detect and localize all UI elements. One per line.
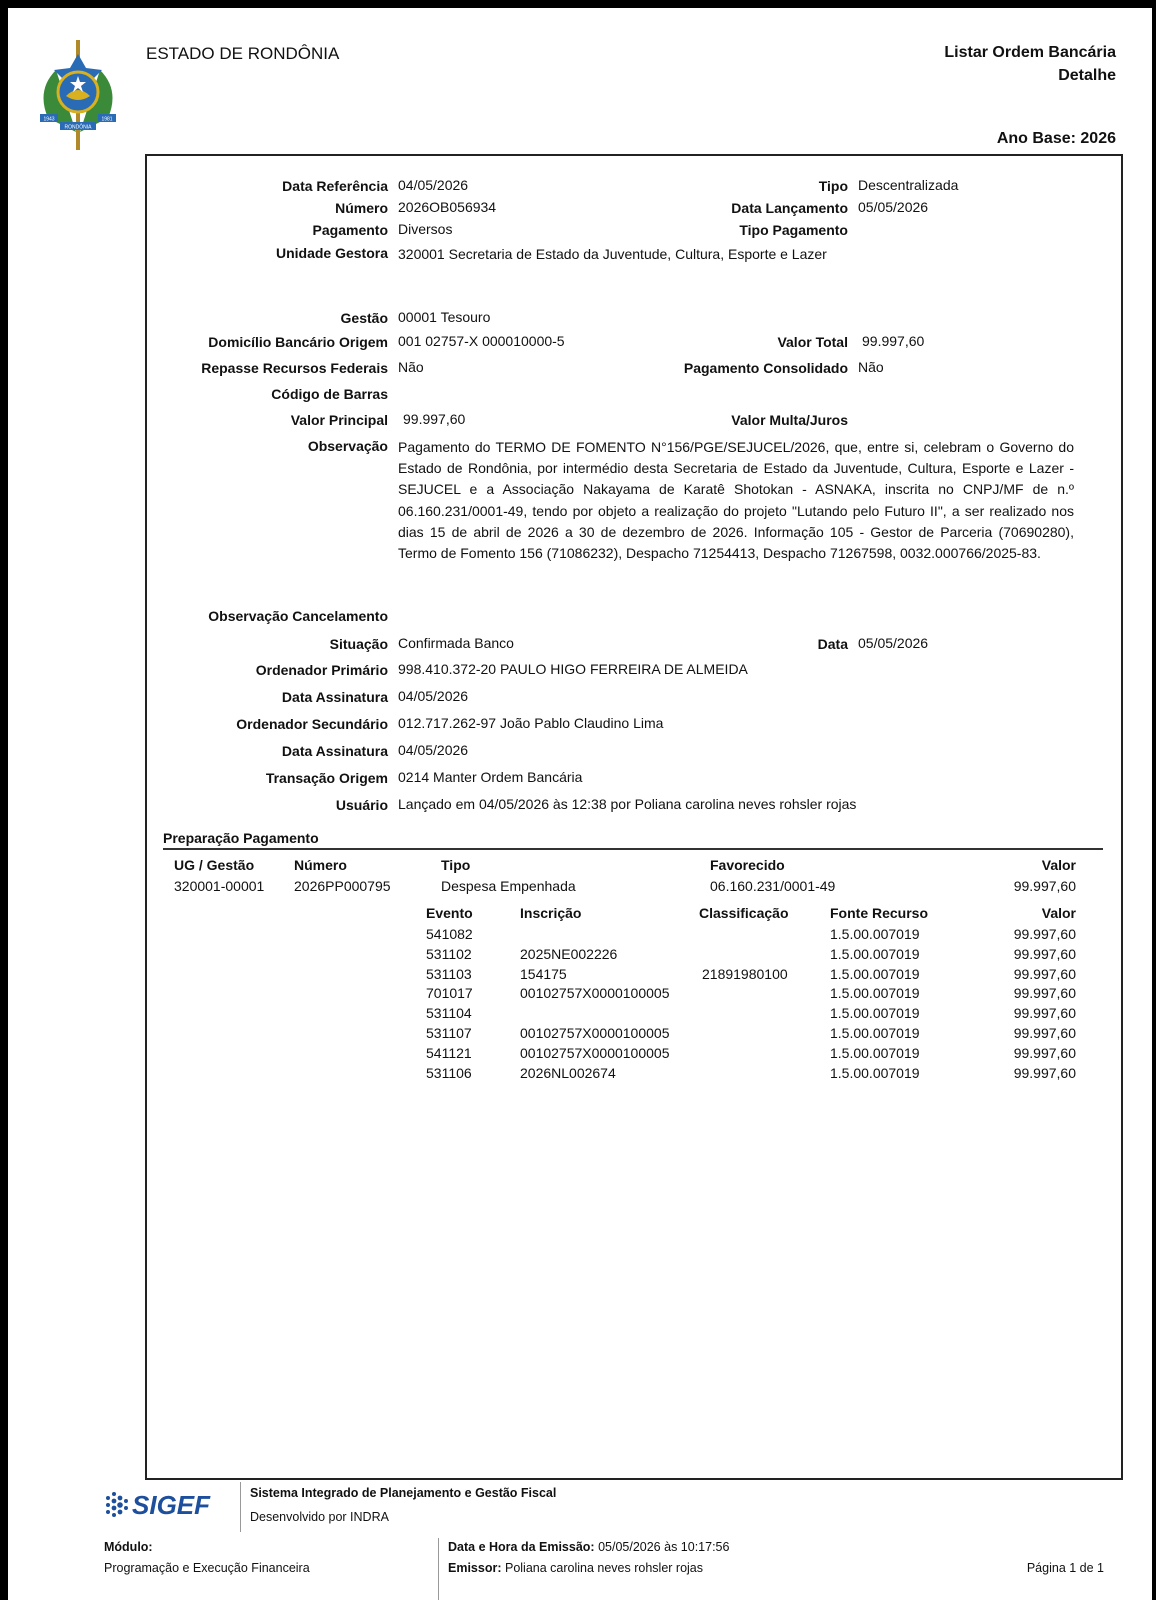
row-ug: 320001-00001 xyxy=(174,878,265,894)
event-inscricao: 2026NL002674 xyxy=(520,1064,616,1081)
label-repasse: Repasse Recursos Federais xyxy=(201,360,388,376)
subheader-inscricao: Inscrição xyxy=(520,905,582,921)
label-data-lancamento: Data Lançamento xyxy=(731,200,848,216)
header-numero: Número xyxy=(294,857,347,873)
label-valor-principal: Valor Principal xyxy=(290,412,388,428)
event-valor: 99.997,60 xyxy=(1013,1025,1076,1041)
label-domicilio: Domicílio Bancário Origem xyxy=(208,334,388,350)
event-evento: 701017 xyxy=(426,985,473,1002)
svg-text:1943: 1943 xyxy=(43,116,55,123)
value-repasse: Não xyxy=(398,359,424,375)
value-transacao-origem: 0214 Manter Ordem Bancária xyxy=(398,769,583,785)
value-data: 05/05/2026 xyxy=(858,635,929,651)
label-data-assinatura-1: Data Assinatura xyxy=(281,689,388,705)
footer-developer: Desenvolvido por INDRA xyxy=(250,1510,389,1524)
label-pagamento-consolidado: Pagamento Consolidado xyxy=(683,360,848,376)
event-valor: 99.997,60 xyxy=(1013,926,1076,942)
event-evento: 531107 xyxy=(426,1025,472,1041)
header-ug: UG / Gestão xyxy=(174,857,255,873)
value-valor-total: 99.997,60 xyxy=(862,333,925,349)
value-tipo: Descentralizada xyxy=(858,177,959,193)
value-gestao: 00001 Tesouro xyxy=(398,309,491,325)
svg-text:SIGEF: SIGEF xyxy=(132,1490,211,1520)
value-data-assinatura-1: 04/05/2026 xyxy=(398,688,469,704)
footer-divider xyxy=(240,1482,241,1532)
event-evento: 541082 xyxy=(426,926,473,942)
event-valor: 99.997,60 xyxy=(1013,1064,1076,1081)
value-data-lancamento: 05/05/2026 xyxy=(858,199,929,215)
event-evento: 531104 xyxy=(426,1005,472,1022)
document-page xyxy=(8,8,1152,1600)
event-valor: 99.997,60 xyxy=(1013,945,1076,962)
event-fonte: 1.5.00.007019 xyxy=(830,985,920,1002)
row-favorecido: 06.160.231/0001-49 xyxy=(710,878,836,894)
subheader-classificacao: Classificação xyxy=(699,905,789,921)
label-valor-total: Valor Total xyxy=(777,334,848,350)
value-situacao: Confirmada Banco xyxy=(398,635,514,651)
subheader-valor: Valor xyxy=(1041,905,1076,921)
label-situacao: Situação xyxy=(329,636,388,652)
subheader-evento: Evento xyxy=(426,905,473,921)
event-fonte: 1.5.00.007019 xyxy=(830,926,920,942)
svg-text:1981: 1981 xyxy=(101,116,113,123)
event-evento: 531103 xyxy=(426,965,472,982)
event-valor: 99.997,60 xyxy=(1013,1005,1076,1022)
state-name: ESTADO DE RONDÔNIA xyxy=(146,44,340,63)
event-inscricao: 00102757X0000100005 xyxy=(520,1025,670,1041)
state-seal-icon xyxy=(36,40,120,152)
header-valor: Valor xyxy=(1041,857,1076,873)
event-inscricao: 2025NE002226 xyxy=(520,945,618,962)
footer-modulo-value: Programação e Execução Financeira xyxy=(104,1561,310,1575)
event-fonte: 1.5.00.007019 xyxy=(830,965,920,982)
value-domicilio: 001 02757-X 000010000-5 xyxy=(398,333,565,349)
value-pagamento: Diversos xyxy=(398,221,453,237)
event-fonte: 1.5.00.007019 xyxy=(830,1064,920,1081)
value-unidade-gestora: 320001 Secretaria de Estado da Juventude, Cultura, Esporte e Lazer xyxy=(398,246,827,262)
footer-emissao-label: Data e Hora da Emissão: xyxy=(448,1540,595,1554)
label-ordenador-primario: Ordenador Primário xyxy=(255,662,388,678)
footer-emissor-value: Poliana carolina neves rohsler rojas xyxy=(504,1561,704,1575)
event-fonte: 1.5.00.007019 xyxy=(830,1044,920,1061)
event-evento: 541121 xyxy=(426,1044,472,1061)
label-usuario: Usuário xyxy=(335,797,388,813)
section-rule xyxy=(163,848,1103,850)
value-observacao: Pagamento do TERMO DE FOMENTO N°156/PGE/SEJUCEL/2026, que, entre si, celebram o Governo do Estado de Rondônia, por intermédio desta Secretaria de Estado da Juventude, Cultura, Esporte e Lazer - SEJUCEL e a Associação Nakayama de Karatê Shotokan - ASNAKA, inscrita no CNPJ/MF de n.º 06.160.231/0001-49, tendo por objeto a realização do projeto "Lutando pelo Futuro II", a ser realizado nos dias 15 de abril de 2026 a 30 de dezembro de 2026. Informação 105 - Gestor de Parceria (70690280), Termo de Fomento 156 (71086232), Despacho 71254413, Despacho 71267598, 0032.000766/2025-83. xyxy=(398,439,1074,562)
value-ordenador-primario: 998.410.372-20 PAULO HIGO FERREIRA DE ALMEIDA xyxy=(398,661,748,677)
label-data-assinatura-2: Data Assinatura xyxy=(281,743,388,759)
event-valor: 99.997,60 xyxy=(1013,1044,1076,1061)
report-title: Listar Ordem Bancária xyxy=(944,44,1116,61)
event-evento: 531106 xyxy=(426,1064,472,1081)
event-inscricao: 154175 xyxy=(520,965,567,982)
value-ordenador-secundario: 012.717.262-97 João Pablo Claudino Lima xyxy=(398,715,664,731)
footer-system-name: Sistema Integrado de Planejamento e Gestão Fiscal xyxy=(250,1486,557,1500)
row-tipo: Despesa Empenhada xyxy=(441,878,576,894)
event-classificacao: 21891980100 xyxy=(702,965,788,982)
label-data: Data xyxy=(817,636,848,652)
event-fonte: 1.5.00.007019 xyxy=(830,1025,920,1041)
header-tipo: Tipo xyxy=(441,857,471,873)
event-valor: 99.997,60 xyxy=(1013,965,1076,982)
report-subtitle: Detalhe xyxy=(1058,67,1116,84)
label-codigo-barras: Código de Barras xyxy=(271,386,388,402)
label-tipo: Tipo xyxy=(818,178,848,194)
label-data-referencia: Data Referência xyxy=(282,178,388,194)
label-ordenador-secundario: Ordenador Secundário xyxy=(236,716,388,732)
event-fonte: 1.5.00.007019 xyxy=(830,1005,920,1022)
footer-page-number: Página 1 de 1 xyxy=(1026,1561,1104,1575)
footer-divider-2 xyxy=(438,1538,439,1600)
detail-box xyxy=(145,154,1123,1480)
footer-emissor xyxy=(448,1561,703,1575)
footer-emissao-value: 05/05/2026 às 10:17:56 xyxy=(598,1540,730,1554)
value-data-referencia: 04/05/2026 xyxy=(398,177,469,193)
footer-modulo-label: Módulo: xyxy=(104,1540,153,1554)
event-inscricao: 00102757X0000100005 xyxy=(520,985,670,1002)
label-gestao: Gestão xyxy=(340,310,388,326)
label-observacao-cancelamento: Observação Cancelamento xyxy=(208,608,388,624)
svg-text:RONDÔNIA: RONDÔNIA xyxy=(64,124,92,131)
event-valor: 99.997,60 xyxy=(1013,985,1076,1002)
label-pagamento: Pagamento xyxy=(312,222,388,238)
ano-base: Ano Base: 2026 xyxy=(996,130,1116,147)
value-numero: 2026OB056934 xyxy=(398,199,497,215)
event-fonte: 1.5.00.007019 xyxy=(830,945,920,962)
label-unidade-gestora: Unidade Gestora xyxy=(275,245,388,261)
section-title-preparacao: Preparação Pagamento xyxy=(163,830,319,846)
value-data-assinatura-2: 04/05/2026 xyxy=(398,742,469,758)
label-transacao-origem: Transação Origem xyxy=(265,770,388,786)
row-valor: 99.997,60 xyxy=(1013,878,1076,894)
row-numero: 2026PP000795 xyxy=(294,878,391,894)
label-observacao: Observação xyxy=(307,438,388,454)
label-numero: Número xyxy=(335,200,388,216)
label-valor-multa: Valor Multa/Juros xyxy=(731,412,848,428)
header-favorecido: Favorecido xyxy=(710,857,785,873)
value-usuario: Lançado em 04/05/2026 às 12:38 por Poliana carolina neves rohsler rojas xyxy=(398,796,857,812)
footer-emissor-label: Emissor: xyxy=(448,1561,502,1575)
event-inscricao: 00102757X0000100005 xyxy=(520,1044,670,1061)
sigef-logo-icon xyxy=(104,1486,232,1520)
label-tipo-pagamento: Tipo Pagamento xyxy=(739,222,848,238)
footer-emissao xyxy=(448,1540,729,1554)
event-evento: 531102 xyxy=(426,945,472,962)
subheader-fonte: Fonte Recurso xyxy=(830,905,929,921)
value-valor-principal: 99.997,60 xyxy=(403,411,466,427)
value-pagamento-consolidado: Não xyxy=(858,359,884,375)
